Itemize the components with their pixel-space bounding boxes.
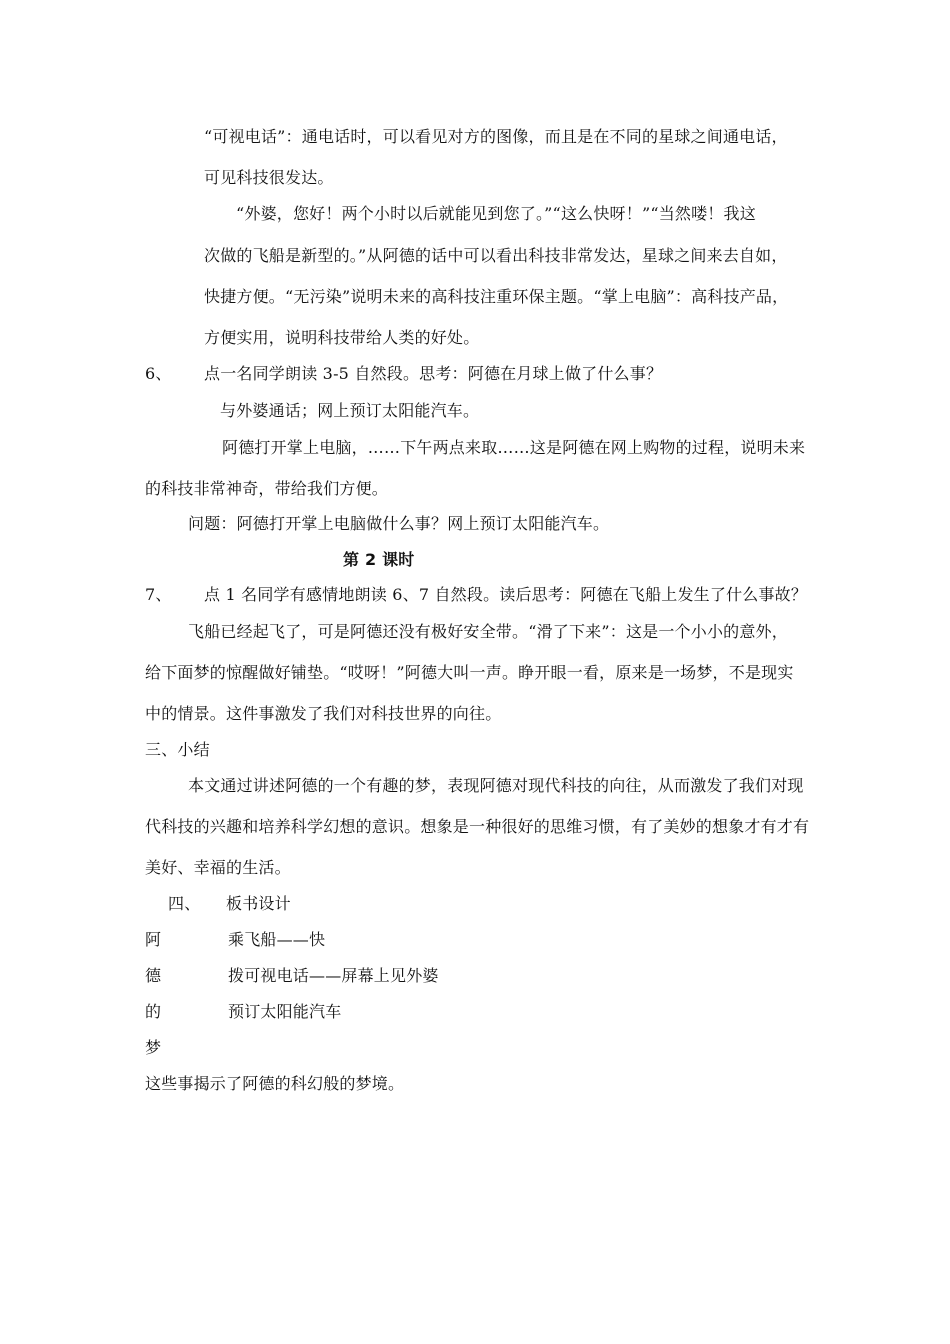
paragraph-line: “可视电话”：通电话时，可以看见对方的图像，而且是在不同的星球之间通电话， bbox=[204, 127, 788, 146]
paragraph-line: 与外婆通话；网上预订太阳能汽车。 bbox=[220, 401, 480, 420]
conclusion-line: 这些事揭示了阿德的科幻般的梦境。 bbox=[145, 1074, 405, 1093]
paragraph-line: 本文通过讲述阿德的一个有趣的梦，表现阿德对现代科技的向往，从而激发了我们对现 bbox=[188, 776, 804, 795]
paragraph-line: 方便实用，说明科技带给人类的好处。 bbox=[204, 328, 480, 347]
paragraph-line: 给下面梦的惊醒做好铺垫。“哎呀！”阿德大叫一声。睁开眼一看，原来是一场梦，不是现实 bbox=[145, 663, 794, 682]
list-item-text: 点 1 名同学有感情地朗读 6、7 自然段。读后思考：阿德在飞船上发生了什么事故？ bbox=[204, 585, 808, 604]
paragraph-line: 阿德打开掌上电脑，……下午两点来取……这是阿德在网上购物的过程，说明未来 bbox=[222, 438, 806, 457]
list-item-number: 7、 bbox=[145, 585, 172, 604]
paragraph-line: 的科技非常神奇，带给我们方便。 bbox=[145, 479, 389, 498]
paragraph-line: 次做的飞船是新型的。”从阿德的话中可以看出科技非常发达，星球之间来去自如， bbox=[204, 246, 788, 265]
paragraph-line: 代科技的兴趣和培养科学幻想的意识。想象是一种很好的思维习惯，有了美妙的想象才有才有 bbox=[145, 817, 810, 836]
section-heading: 板书设计 bbox=[226, 894, 291, 913]
paragraph-line: “外婆，您好！两个小时以后就能见到您了。”“这么快呀！”“当然喽！我这 bbox=[236, 204, 756, 223]
paragraph-line: 问题：阿德打开掌上电脑做什么事？网上预订太阳能汽车。 bbox=[188, 514, 610, 533]
list-item-text: 点一名同学朗读 3-5 自然段。思考：阿德在月球上做了什么事？ bbox=[204, 364, 663, 383]
paragraph-line: 飞船已经起飞了，可是阿德还没有极好安全带。“滑了下来”：这是一个小小的意外， bbox=[188, 622, 788, 641]
board-text: 拨可视电话——屏幕上见外婆 bbox=[228, 966, 439, 985]
board-text: 预订太阳能汽车 bbox=[228, 1002, 342, 1021]
paragraph-line: 快捷方便。“无污染”说明未来的高科技注重环保主题。“掌上电脑”：高科技产品， bbox=[204, 287, 789, 306]
list-item-number: 6、 bbox=[145, 364, 172, 383]
board-char: 阿 bbox=[145, 930, 162, 949]
paragraph-line: 可见科技很发达。 bbox=[204, 168, 334, 187]
board-text: 乘飞船——快 bbox=[228, 930, 326, 949]
board-char: 的 bbox=[145, 1002, 162, 1021]
paragraph-line: 中的情景。这件事激发了我们对科技世界的向往。 bbox=[145, 704, 502, 723]
board-char: 德 bbox=[145, 966, 162, 985]
paragraph-line: 美好、幸福的生活。 bbox=[145, 858, 291, 877]
section-heading-number: 四、 bbox=[168, 894, 201, 913]
section-heading: 三、小结 bbox=[145, 740, 210, 759]
lesson-heading: 第 2 课时 bbox=[343, 550, 415, 569]
board-char: 梦 bbox=[145, 1038, 162, 1057]
